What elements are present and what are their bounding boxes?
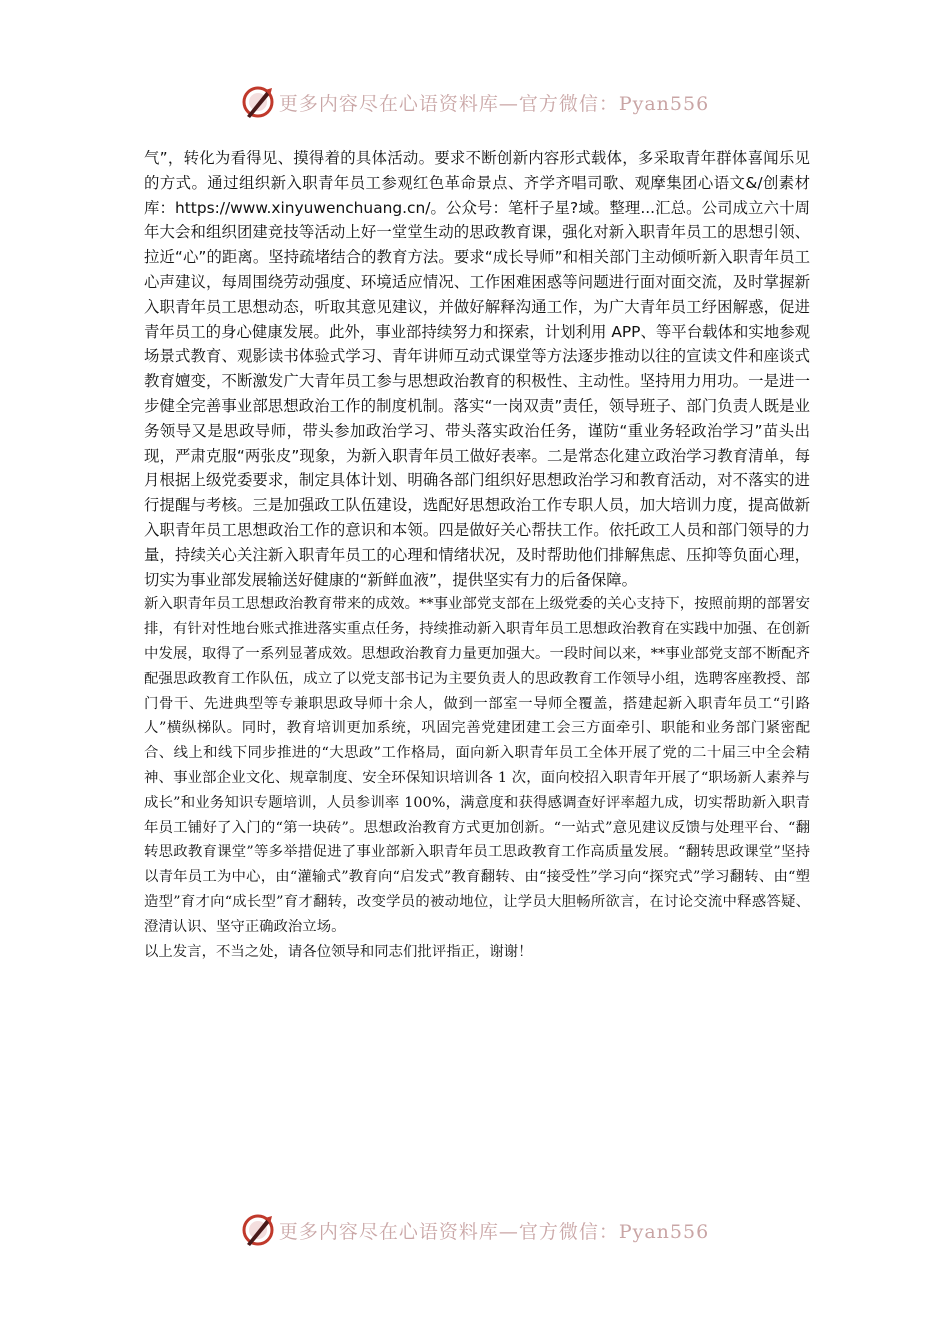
quill-pen-seal-icon xyxy=(241,85,275,119)
header-banner-text: 更多内容尽在心语资料库—官方微信：Pyan556 xyxy=(278,92,710,115)
document-body xyxy=(144,146,810,964)
body-paragraph-3: 以上发言，不当之处，请各位领导和同志们批评指正，谢谢！ xyxy=(144,943,533,960)
quill-pen-seal-icon xyxy=(241,1213,275,1247)
header-banner xyxy=(0,82,950,122)
footer-banner xyxy=(0,1210,950,1250)
body-paragraph-2: 新入职青年员工思想政治教育带来的成效。**事业部党支部在上级党委的关心支持下，按照前期的部署安排，有针对性地台账式推进落实重点任务，持续推动新入职青年员工思想政治教育在实践中加强、在创新中发展，取得了一系列显著成效。思想政治教育力量更加强大。一段时间以来，**事业部党支部不断配齐配强思政教育工作队伍，成立了以党支部书记为主要负责人的思政教育工作领导小组，选聘客座教授、部门骨干、先进典型等专兼职思政导师十余人，做到一部室一导师全覆盖，搭建起新入职青年员工“引路人”横纵梯队。同时，教育培训更加系统，巩固完善党建团建工会三方面牵引、职能和业务部门紧密配合、线上和线下同步推进的“大思政”工作格局，面向新入职青年员工全体开展了党的二十届三中全会精神、事业部企业文化、规章制度、安全环保知识培训各 1 次，面向校招入职青年开展了“职场新人素养与成长”和业务知识专题培训，人员参训率 100%，满意度和获得感调查好评率超九成，切实帮助新入职青年员工铺好了入门的“第一块砖”。思想政治教育方式更加创新。“一站式”意见建议反馈与处理平台、“翻转思政教育课堂”等多举措促进了事业部新入职青年员工思政教育工作高质量发展。“翻转思政课堂”坚持以青年员工为中心，由“灌输式”教育向“启发式”教育翻转、由“接受性”学习向“探究式”学习翻转、由“塑造型”育才向“成长型”育才翻转，改变学员的被动地位，让学员大胆畅所欲言，在讨论交流中释惑答疑、澄清认识、坚守正确政治立场。 xyxy=(144,596,810,935)
body-paragraph-1: 气”，转化为看得见、摸得着的具体活动。要求不断创新内容形式载体，多采取青年群体喜闻乐见的方式。通过组织新入职青年员工参观红色革命景点、齐学齐唱司歌、观摩集团心语文&/创素材库：https://www.xinyuwenchuang.cn/。公众号：笔杆子星?域。整理...汇总。公司成立六十周年大会和组织团建竞技等活动上好一堂堂生动的思政教育课，强化对新入职青年员工的思想引领、拉近“心”的距离。坚持疏堵结合的教育方法。要求“成长导师”和相关部门主动倾听新入职青年员工心声建议，每周围绕劳动强度、环境适应情况、工作困难困惑等问题进行面对面交流，及时掌握新入职青年员工思想动态，听取其意见建议，并做好解释沟通工作，为广大青年员工纾困解惑，促进青年员工的身心健康发展。此外，事业部持续努力和探索，计划利用 APP、等平台载体和实地参观场景式教育、观影读书体验式学习、青年讲师互动式课堂等方法逐步推动以往的宣读文件和座谈式教育嬗变，不断激发广大青年员工参与思想政治教育的积极性、主动性。坚持用力用功。一是进一步健全完善事业部思想政治工作的制度机制。落实“一岗双责”责任，领导班子、部门负责人既是业务领导又是思政导师，带头参加政治学习、带头落实政治任务，谨防“重业务轻政治学习”苗头出现，严肃克服“两张皮”现象，为新入职青年员工做好表率。二是常态化建立政治学习教育清单，每月根据上级党委要求，制定具体计划、明确各部门组织好思想政治学习和教育活动，对不落实的进行提醒与考核。三是加强政工队伍建设，选配好思想政治工作专职人员，加大培训力度，提高做新入职青年员工思想政治工作的意识和本领。四是做好关心帮扶工作。依托政工人员和部门领导的力量，持续关心关注新入职青年员工的心理和情绪状况，及时帮助他们排解焦虑、压抑等负面心理，切实为事业部发展输送好健康的“新鲜血液”，提供坚实有力的后备保障。 xyxy=(144,149,810,589)
footer-banner-text: 更多内容尽在心语资料库—官方微信：Pyan556 xyxy=(278,1220,710,1243)
